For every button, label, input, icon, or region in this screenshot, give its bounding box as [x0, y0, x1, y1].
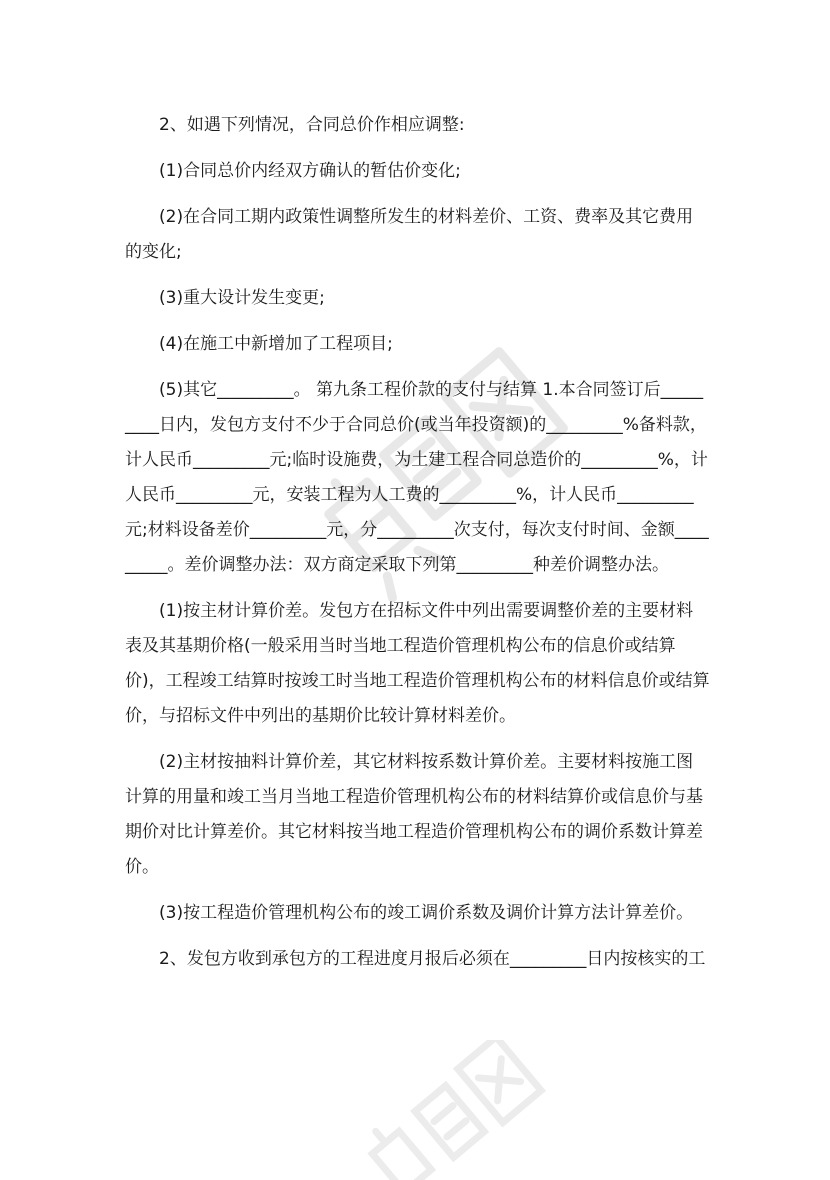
paragraph: 2、如遇下列情况，合同总价作相应调整:	[159, 115, 465, 135]
paragraph: (3)重大设计发生变更;	[159, 288, 325, 308]
paragraph: 2、发包方收到承包方的工程进度月报后必须在_________日内按核实的工	[159, 949, 706, 969]
paragraph: (3)按工程造价管理机构公布的竣工调价系数及调价计算方法计算差价。	[159, 903, 694, 923]
paragraph: (2)主材按抽料计算价差，其它材料按系数计算价差。主要材料按施工图计算的用量和竣工当月当地工程造价管理机构公布的材料结算价或信息价与基期价对比计算差价。其它材料按当地工程造价管理机构公布的调价系数计算差价。	[125, 752, 703, 877]
paragraph: (1)按主材计算价差。发包方在招标文件中列出需要调整价差的主要材料表及其基期价格(一般采用当时当地工程造价管理机构公布的信息价或结算价)，工程竣工结算时按竣工时当地工程造价管理机构公布的材料信息价或结算价，与招标文件中列出的基期价比较计算材料差价。	[125, 601, 710, 726]
paragraph: (5)其它_________。 第九条工程价款的支付与结算 1.本合同签订后_________日内，发包方支付不少于合同总价(或当年投资额)的_________%备料款，计人民币_________元;临时设施费，为土建工程合同总造价的_________%，计人民币_________元，安装工程为人工费的_________%，计人民币_________元;材料设备差价_________元，分_________次支付，每次支付时间、金额_________。差价调整办法：双方商定采取下列第_________种差价调整办法。	[125, 380, 709, 575]
paragraph: (1)合同总价内经双方确认的暂估价变化;	[159, 161, 461, 181]
paragraph: (2)在合同工期内政策性调整所发生的材料差价、工资、费率及其它费用的变化;	[125, 207, 694, 262]
paragraph: (4)在施工中新增加了工程项目;	[159, 334, 393, 354]
document-body	[125, 108, 710, 988]
watermark-icon	[330, 1040, 550, 1180]
